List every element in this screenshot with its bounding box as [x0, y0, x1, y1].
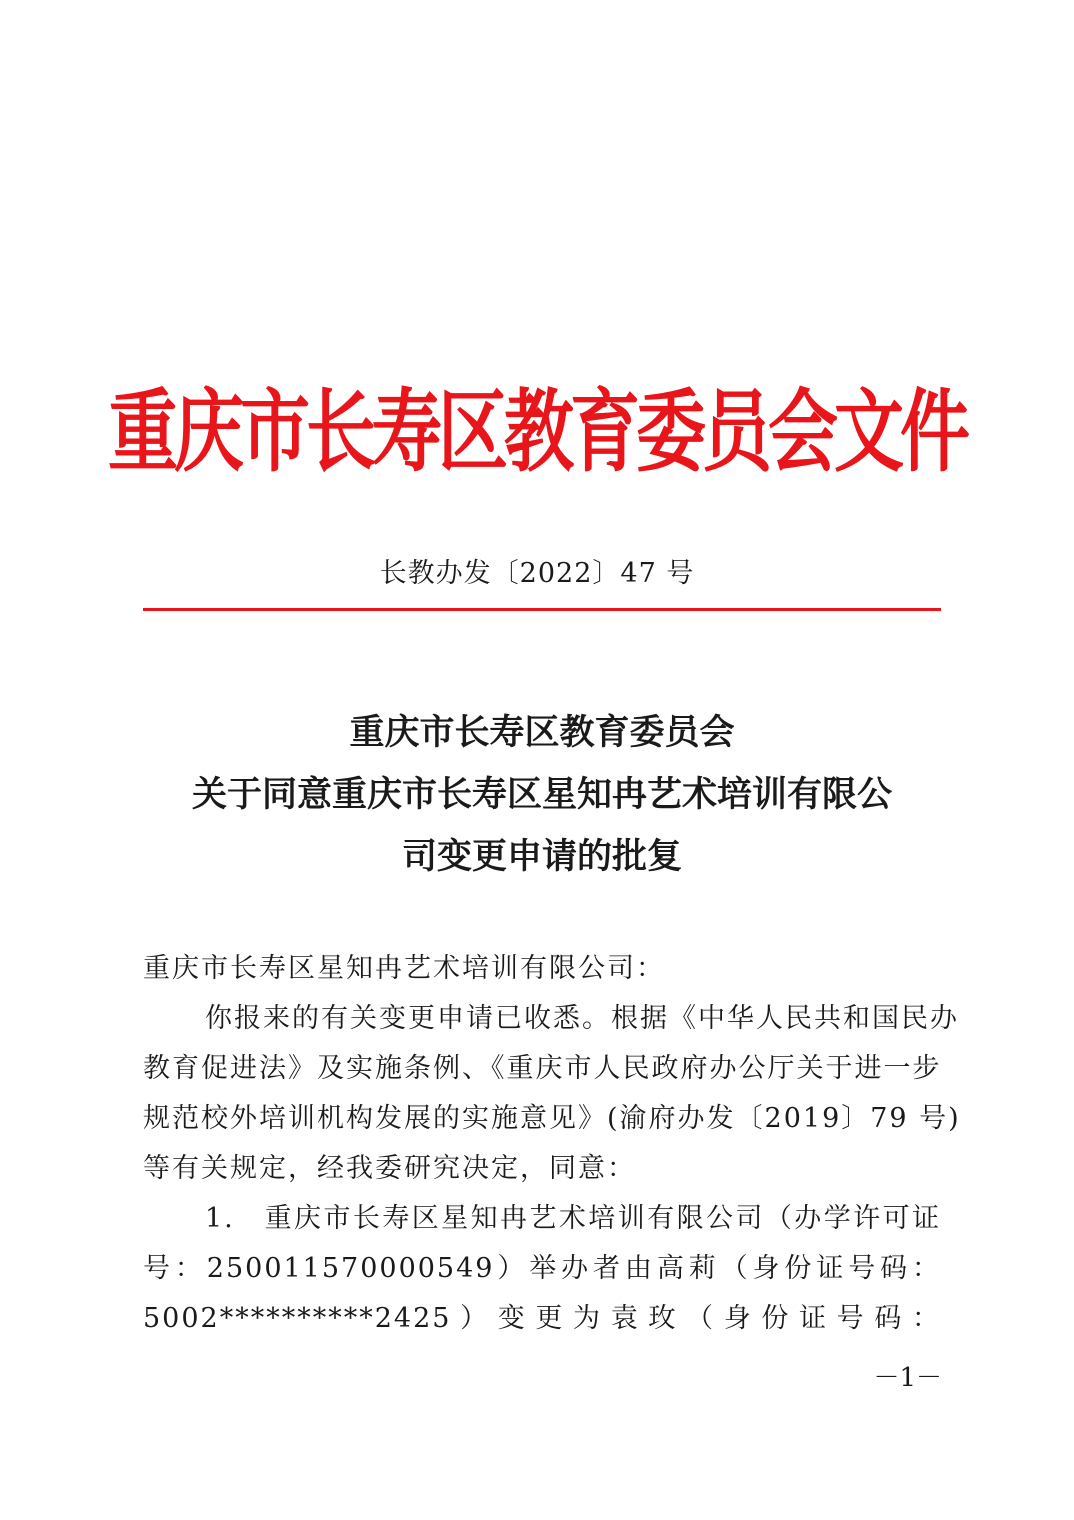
paragraph-line: 教育促进法》及实施条例、《重庆市人民政府办公厅关于进一步	[143, 1053, 942, 1084]
masthead-title: 重庆市长寿区教育委员会文件	[108, 379, 966, 485]
document-number: 长教办发〔2022〕47 号	[379, 558, 695, 589]
paragraph-line: 规范校外培训机构发展的实施意见》(渝府办发〔2019〕79 号)	[143, 1103, 961, 1134]
title-line-3: 司变更申请的批复	[401, 836, 682, 877]
title-line-2: 关于同意重庆市长寿区星知冉艺术培训有限公	[191, 774, 892, 815]
item-line: 1. 重庆市长寿区星知冉艺术培训有限公司（办学许可证	[205, 1203, 941, 1234]
title-line-1: 重庆市长寿区教育委员会	[349, 712, 735, 753]
paragraph-line: 你报来的有关变更申请已收悉。根据《中华人民共和国民办	[205, 1003, 959, 1034]
red-divider-line	[143, 608, 941, 611]
salutation: 重庆市长寿区星知冉艺术培训有限公司：	[143, 953, 665, 984]
body-text	[143, 946, 961, 1346]
item-line: 号：250011570000549）举办者由高莉（身份证号码：	[143, 1253, 941, 1284]
document-title	[120, 702, 964, 888]
page-number: －1－	[873, 1363, 942, 1393]
paragraph-line: 等有关规定，经我委研究决定，同意：	[143, 1153, 636, 1184]
item-line: 5002**********2425）变更为袁玫（身份证号码：	[143, 1303, 941, 1334]
